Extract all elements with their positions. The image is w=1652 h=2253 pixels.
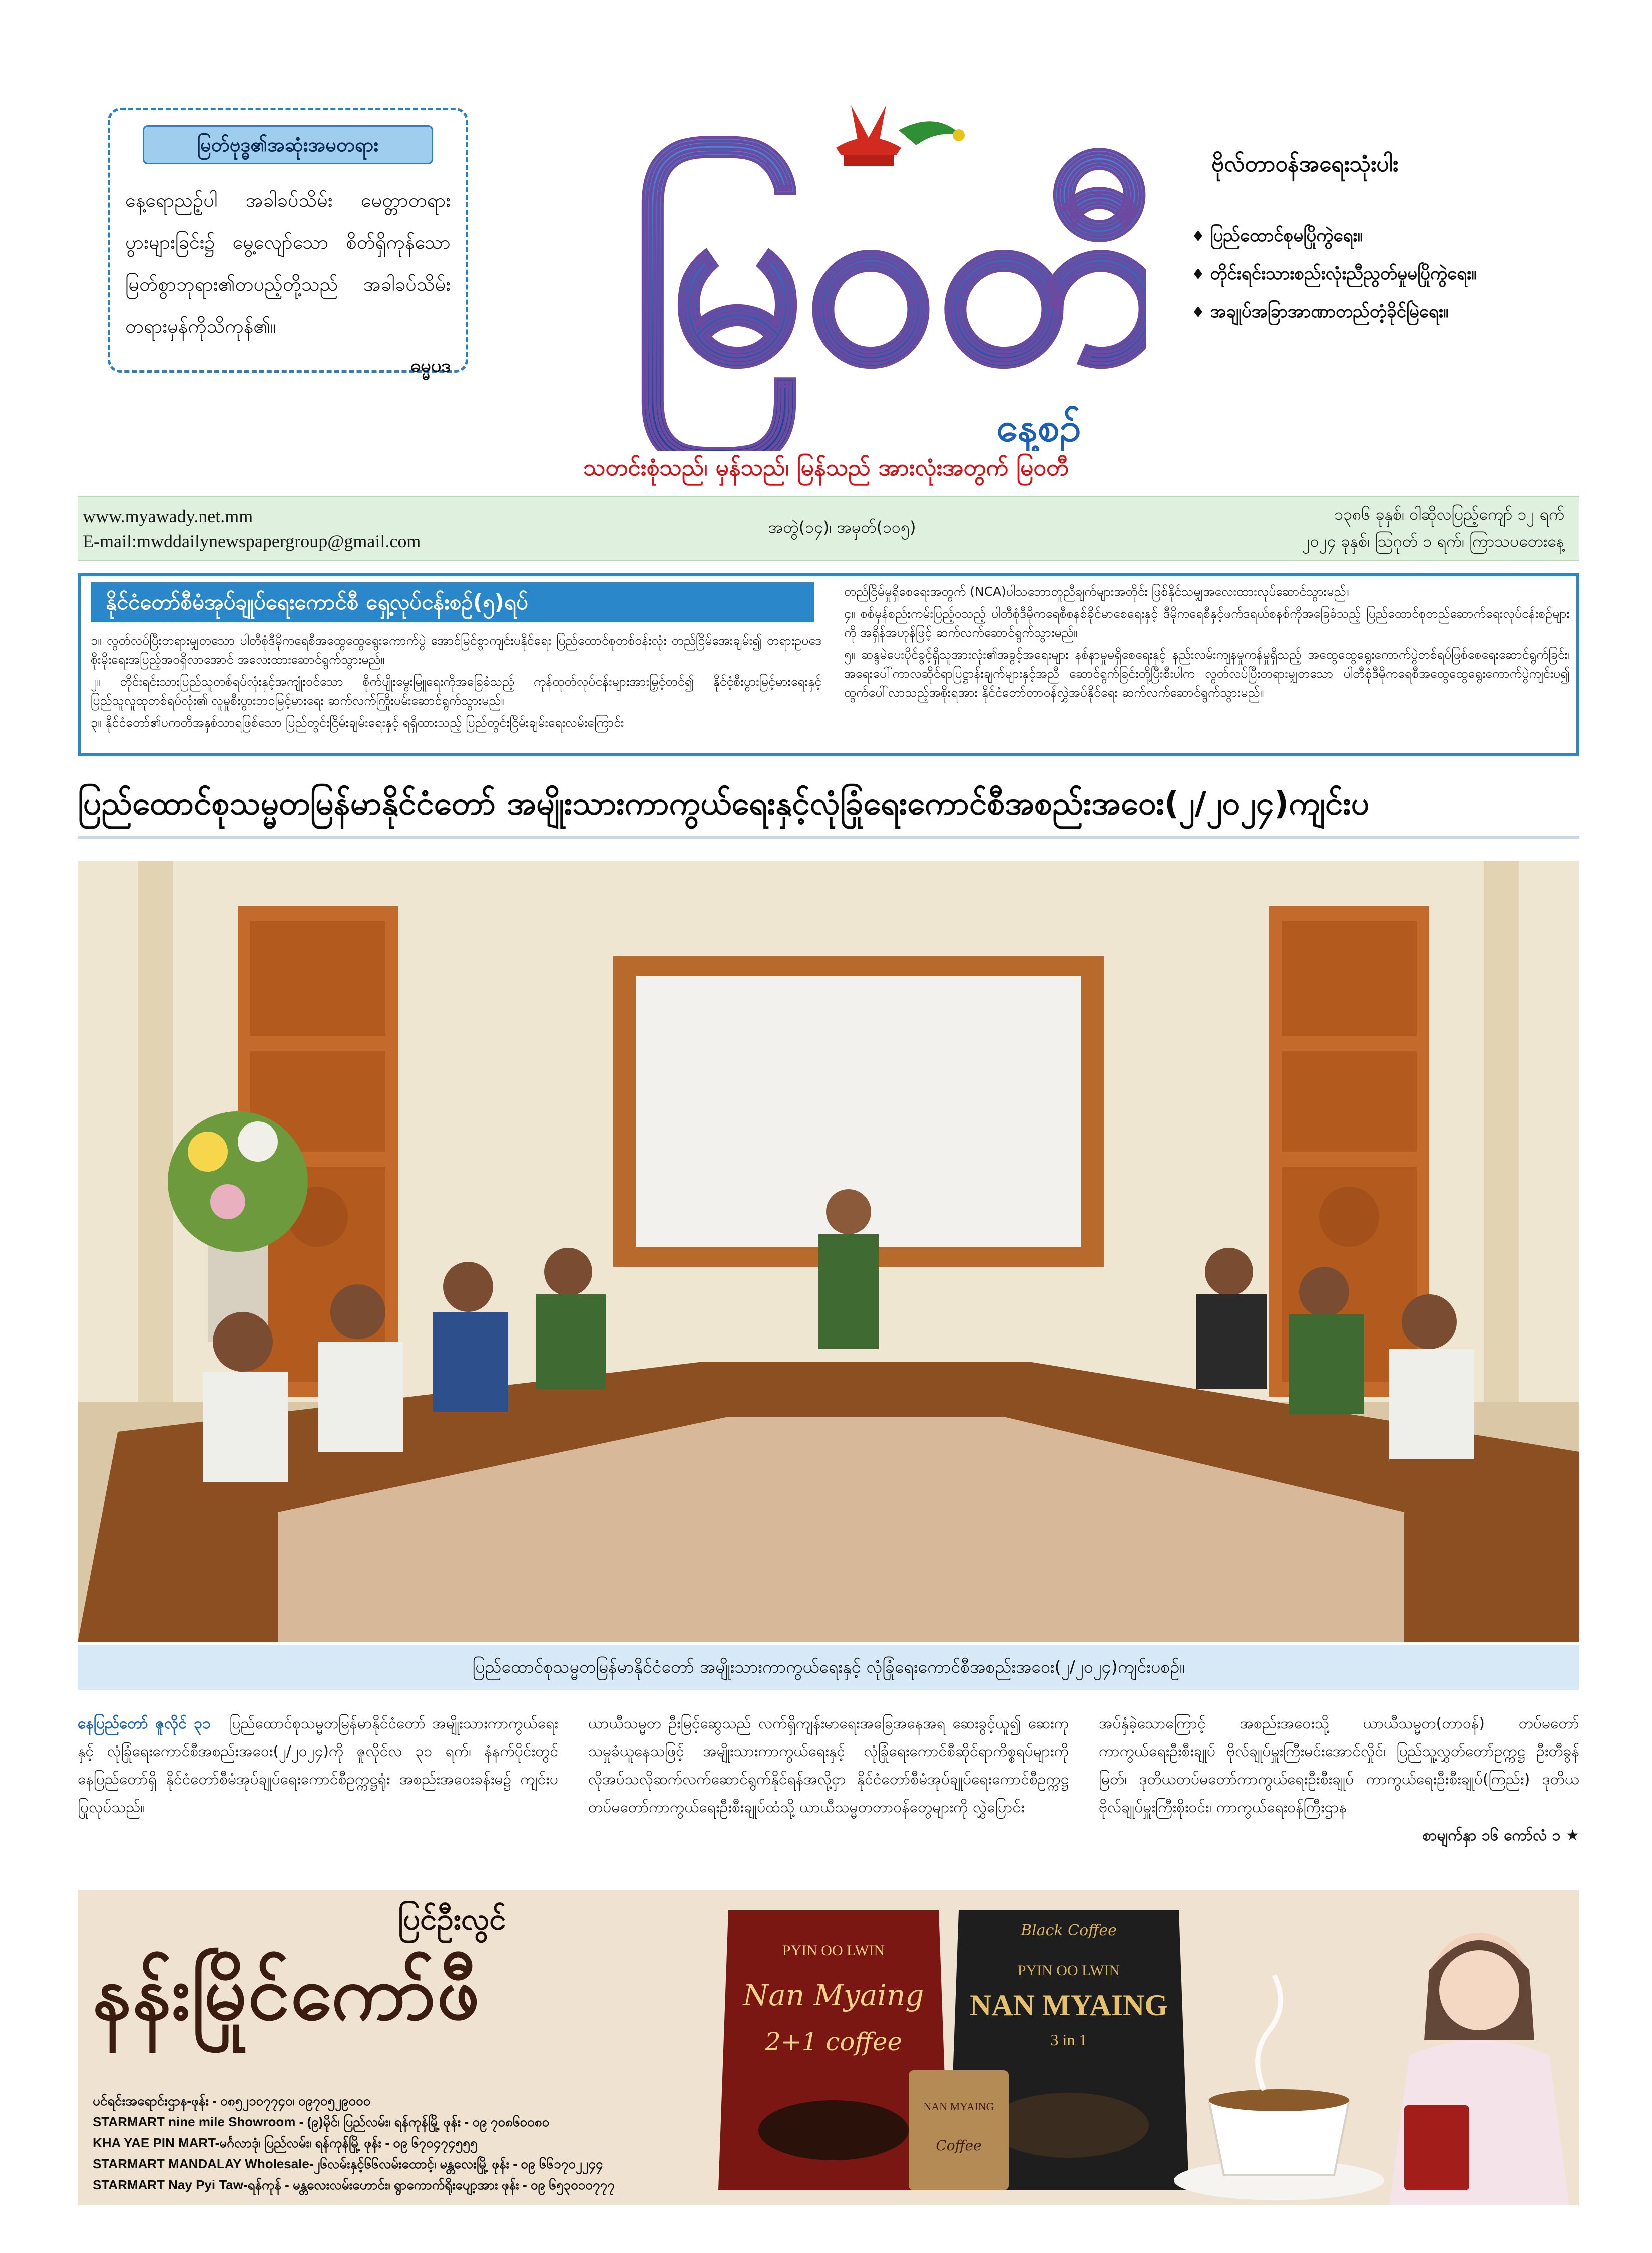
roadmap-item: တည်ငြိမ်မှုရှိစေရေးအတွက် (NCA)ပါသဘောတူညီချက်များအတိုင်း ဖြစ်နိုင်သမျှအလေးထားလုပ်ဆောင်သွားမည်။ <box>844 584 1350 599</box>
roadmap-item: ၅။ ဆန္ဒမဲပေးပိုင်ခွင့်ရှိသူအားလုံး၏အခွင့်အရေးများ နစ်နာမှုမရှိစေရေးနှင့် နည်းလမ်းကျနမှုကန်မှုရှိသည့် အထွေထွေရွေးကောက်ပွဲတစ်ရပ်ဖြစ်စေရေးဆောင်ရွက်ခြင်း၊ အရေးပေါ်ကာလဆိုင်ရာပြဋ္ဌာန်းချက်များနှင့်အညီ ဆောင်ရွက်ခြင်းတို့ပြီးစီးပါက လွတ်လပ်ပြီးတရားမျှတသော ပါတီစုံဒီမိုကရေစီအထွေထွေရွေးကောက်ပွဲကျင်းပ၍ ထွက်ပေါ်လာသည့်အစိုးရအား နိုင်ငံတော်တာဝန်လွှဲအပ်နိုင်ရေး ဆက်လက်ဆောင်ရွက်သွားမည်။ <box>844 647 1570 700</box>
sac-roadmap-box <box>78 573 1579 756</box>
coffee-sachet <box>909 2070 1009 2190</box>
gregorian-date: ၂၀၂၄ ခုနှစ်၊ ဩဂုတ် ၁ ရက်၊ ကြာသပတေးနေ့ <box>1302 532 1564 551</box>
pack1-type: 2+1 coffee <box>764 2027 903 2056</box>
ad-store-item: KHA YAE PIN MART-မင်္ဂလာဒုံ၊ ပြည်လမ်း၊ ရန်ကုန်မြို့ ဖုန်း - ၀၉ ၆၇၀၄၇၄၅၅၅ <box>93 2135 478 2150</box>
ad-store-item: ပင်ရင်းအရောင်းဌာန-ဖုန်း - ၀၈၅၂၁၀၇၇၄၀၊ ၀၉၇၀၅၂၉၀၀၀ <box>93 2093 371 2108</box>
email-link[interactable]: E-mail:mwddailynewspapergroup@gmail.com <box>83 531 421 551</box>
duty-item: ♦ ပြည်ထောင်စုမပြိုကွဲရေး။ <box>1191 217 1632 255</box>
article-column-3 <box>1099 1710 1579 1850</box>
pack1-brand: PYIN OO LWIN <box>782 1942 885 1959</box>
buddha-teaching-box <box>108 108 468 377</box>
continued-on-link[interactable]: စာမျက်နှာ ၁၆ ကော်လံ ၁ ★ <box>1422 1827 1579 1844</box>
lead-photo <box>78 861 1579 1642</box>
coffee-advertisement[interactable] <box>78 1890 1579 2205</box>
ad-store-item: STARMART nine mile Showroom - (၉)မိုင်၊ ပြည်လမ်း၊ ရန်ကုန်မြို့ ဖုန်း - ၀၉ ၇၀၈၆၀၀၈၀ <box>93 2114 550 2129</box>
duty-item: ♦ အချုပ်အခြာအာဏာတည်တံ့ခိုင်မြဲရေး။ <box>1191 293 1632 331</box>
photo-caption: ပြည်ထောင်စုသမ္မတမြန်မာနိုင်ငံတော် အမျိုးသားကာကွယ်ရေးနှင့် လုံခြုံရေးကောင်စီအစည်းအဝေး(၂/၂၀၂၄)ကျင်းပစဉ်။ <box>78 1645 1579 1690</box>
article-column-2 <box>588 1710 1069 1822</box>
ad-store-item: STARMART MANDALAY Wholesale-၂၆လမ်းနှင့်၆၆လမ်းထောင့်၊ မန္တလေးမြို့ ဖုန်း - ၀၉ ၆၆၁၇၀၂၂၄၄ <box>93 2156 603 2171</box>
national-duties-box <box>1191 150 1632 331</box>
article-text: အပ်နှံခဲ့သောကြောင့် အစည်းအဝေးသို့ ယာယီသမ္မတ(တာဝန်) တပ်မတော်ကာကွယ်ရေးဦးစီးချုပ် ဗိုလ်ချုပ်မှူးကြီးမင်းအောင်လှိုင်၊ ပြည်သူ့လွှတ်တော်ဥက္ကဋ္ဌ ဦးတီခွန်မြတ်၊ ဒုတိယတပ်မတော်ကာကွယ်ရေးဦးစီးချုပ် ကာကွယ်ရေးဦးစီးချုပ်(ကြည်း) ဒုတိယဗိုလ်ချုပ်မှူးကြီးစိုးဝင်း၊ ကာကွယ်ရေးဝန်ကြီးဌာန <box>1099 1715 1579 1816</box>
roadmap-item: ၄။ စစ်မှန်စည်းကမ်းပြည့်ဝသည့် ပါတီစုံဒီမိုကရေစီစနစ်ခိုင်မာစေရေးနှင့် ဒီမိုကရေစီနှင့်ဖက်ဒရယ်စနစ်ကိုအခြေခံသည့် ပြည်ထောင်စုတည်ဆောက်ရေးလုပ်ငန်းစဉ်များကို အရှိန်အဟုန်ဖြင့် ဆက်လက်ဆောင်ရွက်သွားမည်။ <box>844 606 1570 640</box>
coffee-cup-icon <box>1174 1975 1384 2200</box>
article-dateline: နေပြည်တော် ဇူလိုင် ၃၁ <box>78 1715 211 1732</box>
pack2-type: 3 in 1 <box>1050 2031 1087 2049</box>
buddha-verse <box>125 179 451 388</box>
duty-item: ♦ တိုင်းရင်းသားစည်းလုံးညီညွတ်မှုမပြိုကွဲရေး။ <box>1191 255 1632 293</box>
buddha-box-title: မြတ်ဗုဒ္ဓ၏အဆုံးအမတရား <box>143 125 433 164</box>
duties-title: ဗိုလ်တာဝန်အရေးသုံးပါး <box>1211 151 1399 177</box>
article-text: ယာယီသမ္မတ ဦးမြင့်ဆွေသည် လက်ရှိကျန်းမာရေးအခြေအနေအရ ဆေးခွင့်ယူ၍ ဆေးကုသမှုခံယူနေသဖြင့် အမျိုးသားကာကွယ်ရေးနှင့် လုံခြုံရေးကောင်စီဆိုင်ရာကိစ္စရပ်များကို လိုအပ်သလိုဆက်လက်ဆောင်ရွက်နိုင်ရန်အလို့ငှာ နိုင်ငံတော်စီမံအုပ်ချုပ်ရေးကောင်စီဥက္ကဋ္ဌ တပ်မတော်ကာကွယ်ရေးဦးစီးချုပ်ထံသို့ ယာယီသမ္မတတာဝန်တွေများကို လွှဲပြောင်း <box>588 1715 1069 1816</box>
ad-store-list <box>93 2090 615 2195</box>
mini-pack-name: NAN MYAING <box>923 2100 994 2113</box>
article-text: ပြည်ထောင်စုသမ္မတမြန်မာနိုင်ငံတော် အမျိုးသားကာကွယ်ရေးနှင့် လုံခြုံရေးကောင်စီအစည်းအဝေး(၂/၂၀၂၄)ကို ဇူလိုင်လ ၃၁ ရက်၊ နံနက်ပိုင်းတွင် နေပြည်တော်ရှိ နိုင်ငံတော်စီမံအုပ်ချုပ်ရေးကောင်စီဥက္ကဋ္ဌရုံး အစည်းအဝေးခန်းမ၌ ကျင်းပပြုလုပ်သည်။ <box>78 1715 558 1816</box>
sac-roadmap-right-column <box>844 582 1570 705</box>
lead-article <box>78 1710 1579 1875</box>
sac-roadmap-left-column <box>91 631 821 735</box>
roadmap-item: ၃။ နိုင်ငံတော်၏ပကတိအနှစ်သာရဖြစ်သော ပြည်တွင်းငြိမ်းချမ်းရေးနှင့် ရရှိထားသည့် ပြည်တွင်းငြိမ်းချမ်းရေးလမ်းကြောင်း <box>91 715 624 730</box>
ad-brand-name: နန်းမြိုင်ကော်ဖီ <box>93 1950 481 2037</box>
masthead-logo <box>616 100 1146 451</box>
pack2-brand: PYIN OO LWIN <box>1017 1962 1120 1979</box>
pack2-name: NAN MYAING <box>969 1989 1168 2022</box>
article-column-1 <box>78 1710 558 1822</box>
roadmap-item: ၂။ တိုင်းရင်းသားပြည်သူတစ်ရပ်လုံးနှင့်အကျုံးဝင်သော စိုက်ပျိုးမွေးမြူရေးကိုအခြေခံသည့် ကုန်ထုတ်လုပ်ငန်းများအားမြှင့်တင်၍ နိုင်ငံ့စီးပွားမြင့်မားရေးနှင့် ပြည်သူလူထုတစ်ရပ်လုံး၏ လူမှုစီးပွားဘဝမြင့်မားရေး ဆက်လက်ကြိုးပမ်းဆောင်ရွက်သွားမည်။ <box>91 674 821 708</box>
masthead-slogan: သတင်းစုံသည်၊ မှန်သည်၊ မြန်သည် အားလုံးအတွက် မြဝတီ <box>583 454 1069 481</box>
buddha-verse-source: ဓမ္မပဒ <box>410 356 451 377</box>
myanmar-date: ၁၃၈၆ ခုနှစ်၊ ဝါဆိုလပြည့်ကျော် ၁၂ ရက် <box>1334 505 1564 524</box>
myawady-logo-graphic <box>616 100 1146 451</box>
logo-subtitle: နေ့စဉ် <box>996 405 1081 450</box>
roadmap-item: ၁။ လွတ်လပ်ပြီးတရားမျှတသော ပါတီစုံဒီမိုကရေစီအထွေထွေရွေးကောက်ပွဲ အောင်မြင်စွာကျင်းပနိုင်ရေး ပြည်ထောင်စုတစ်ဝန်းလုံး တည်ငြိမ်အေးချမ်း၍ တရားဥပဒေစိုးမိုးရေးအပြည့်အဝရှိလာအောင် အလေးထားဆောင်ရွက်သွားမည်။ <box>91 633 821 667</box>
issue-info-bar <box>78 496 1579 561</box>
ad-products-graphic <box>688 1890 1579 2205</box>
pack1-name: Nan Myaing <box>743 1978 924 2012</box>
website-link[interactable]: www.myawady.net.mm <box>83 506 253 526</box>
logo-wordmark: မြဝတီ <box>631 142 1146 416</box>
issue-volume: အတွဲ(၁၄)၊ အမှတ်(၁၀၅) <box>768 518 916 537</box>
pack2-label: Black Coffee <box>1021 1922 1117 1939</box>
sac-roadmap-heading: နိုင်ငံတော်စီမံအုပ်ချုပ်ရေးကောင်စီ ရှေ့လုပ်ငန်းစဉ်(၅)ရပ် <box>91 582 814 622</box>
mini-pack-type: Coffee <box>936 2137 982 2154</box>
ad-store-item: STARMART Nay Pyi Taw-ရန်ကုန် - မန္တလေးလမ်းဟောင်း၊ ရွာကောက်ရိုးပျော့အား ဖုန်း - ၀၉ ၆၅၃၀၁၀၇၇၇ <box>93 2177 615 2192</box>
buddha-verse-text: နေ့ရောညဥ့်ပါ အခါခပ်သိမ်း မေတ္တာတရား ပွားများခြင်း၌ မွေ့လျော်သော စိတ်ရှိကုန်သော မြတ်စွာဘုရား၏တပည့်တို့သည် အခါခပ်သိမ်း တရားမှန်ကိုသိကုန်၏။ <box>125 189 451 337</box>
ad-model-figure <box>1389 1933 1569 2205</box>
meeting-room-photo <box>78 861 1579 1642</box>
lead-headline[interactable]: ပြည်ထောင်စုသမ္မတမြန်မာနိုင်ငံတော် အမျိုးသားကာကွယ်ရေးနှင့်လုံခြုံရေးကောင်စီအစည်းအဝေး(၂/၂၀၂၄)ကျင်းပ <box>78 774 1579 839</box>
ad-brand-origin: ပြင်ဦးလွင် <box>398 1902 506 1937</box>
